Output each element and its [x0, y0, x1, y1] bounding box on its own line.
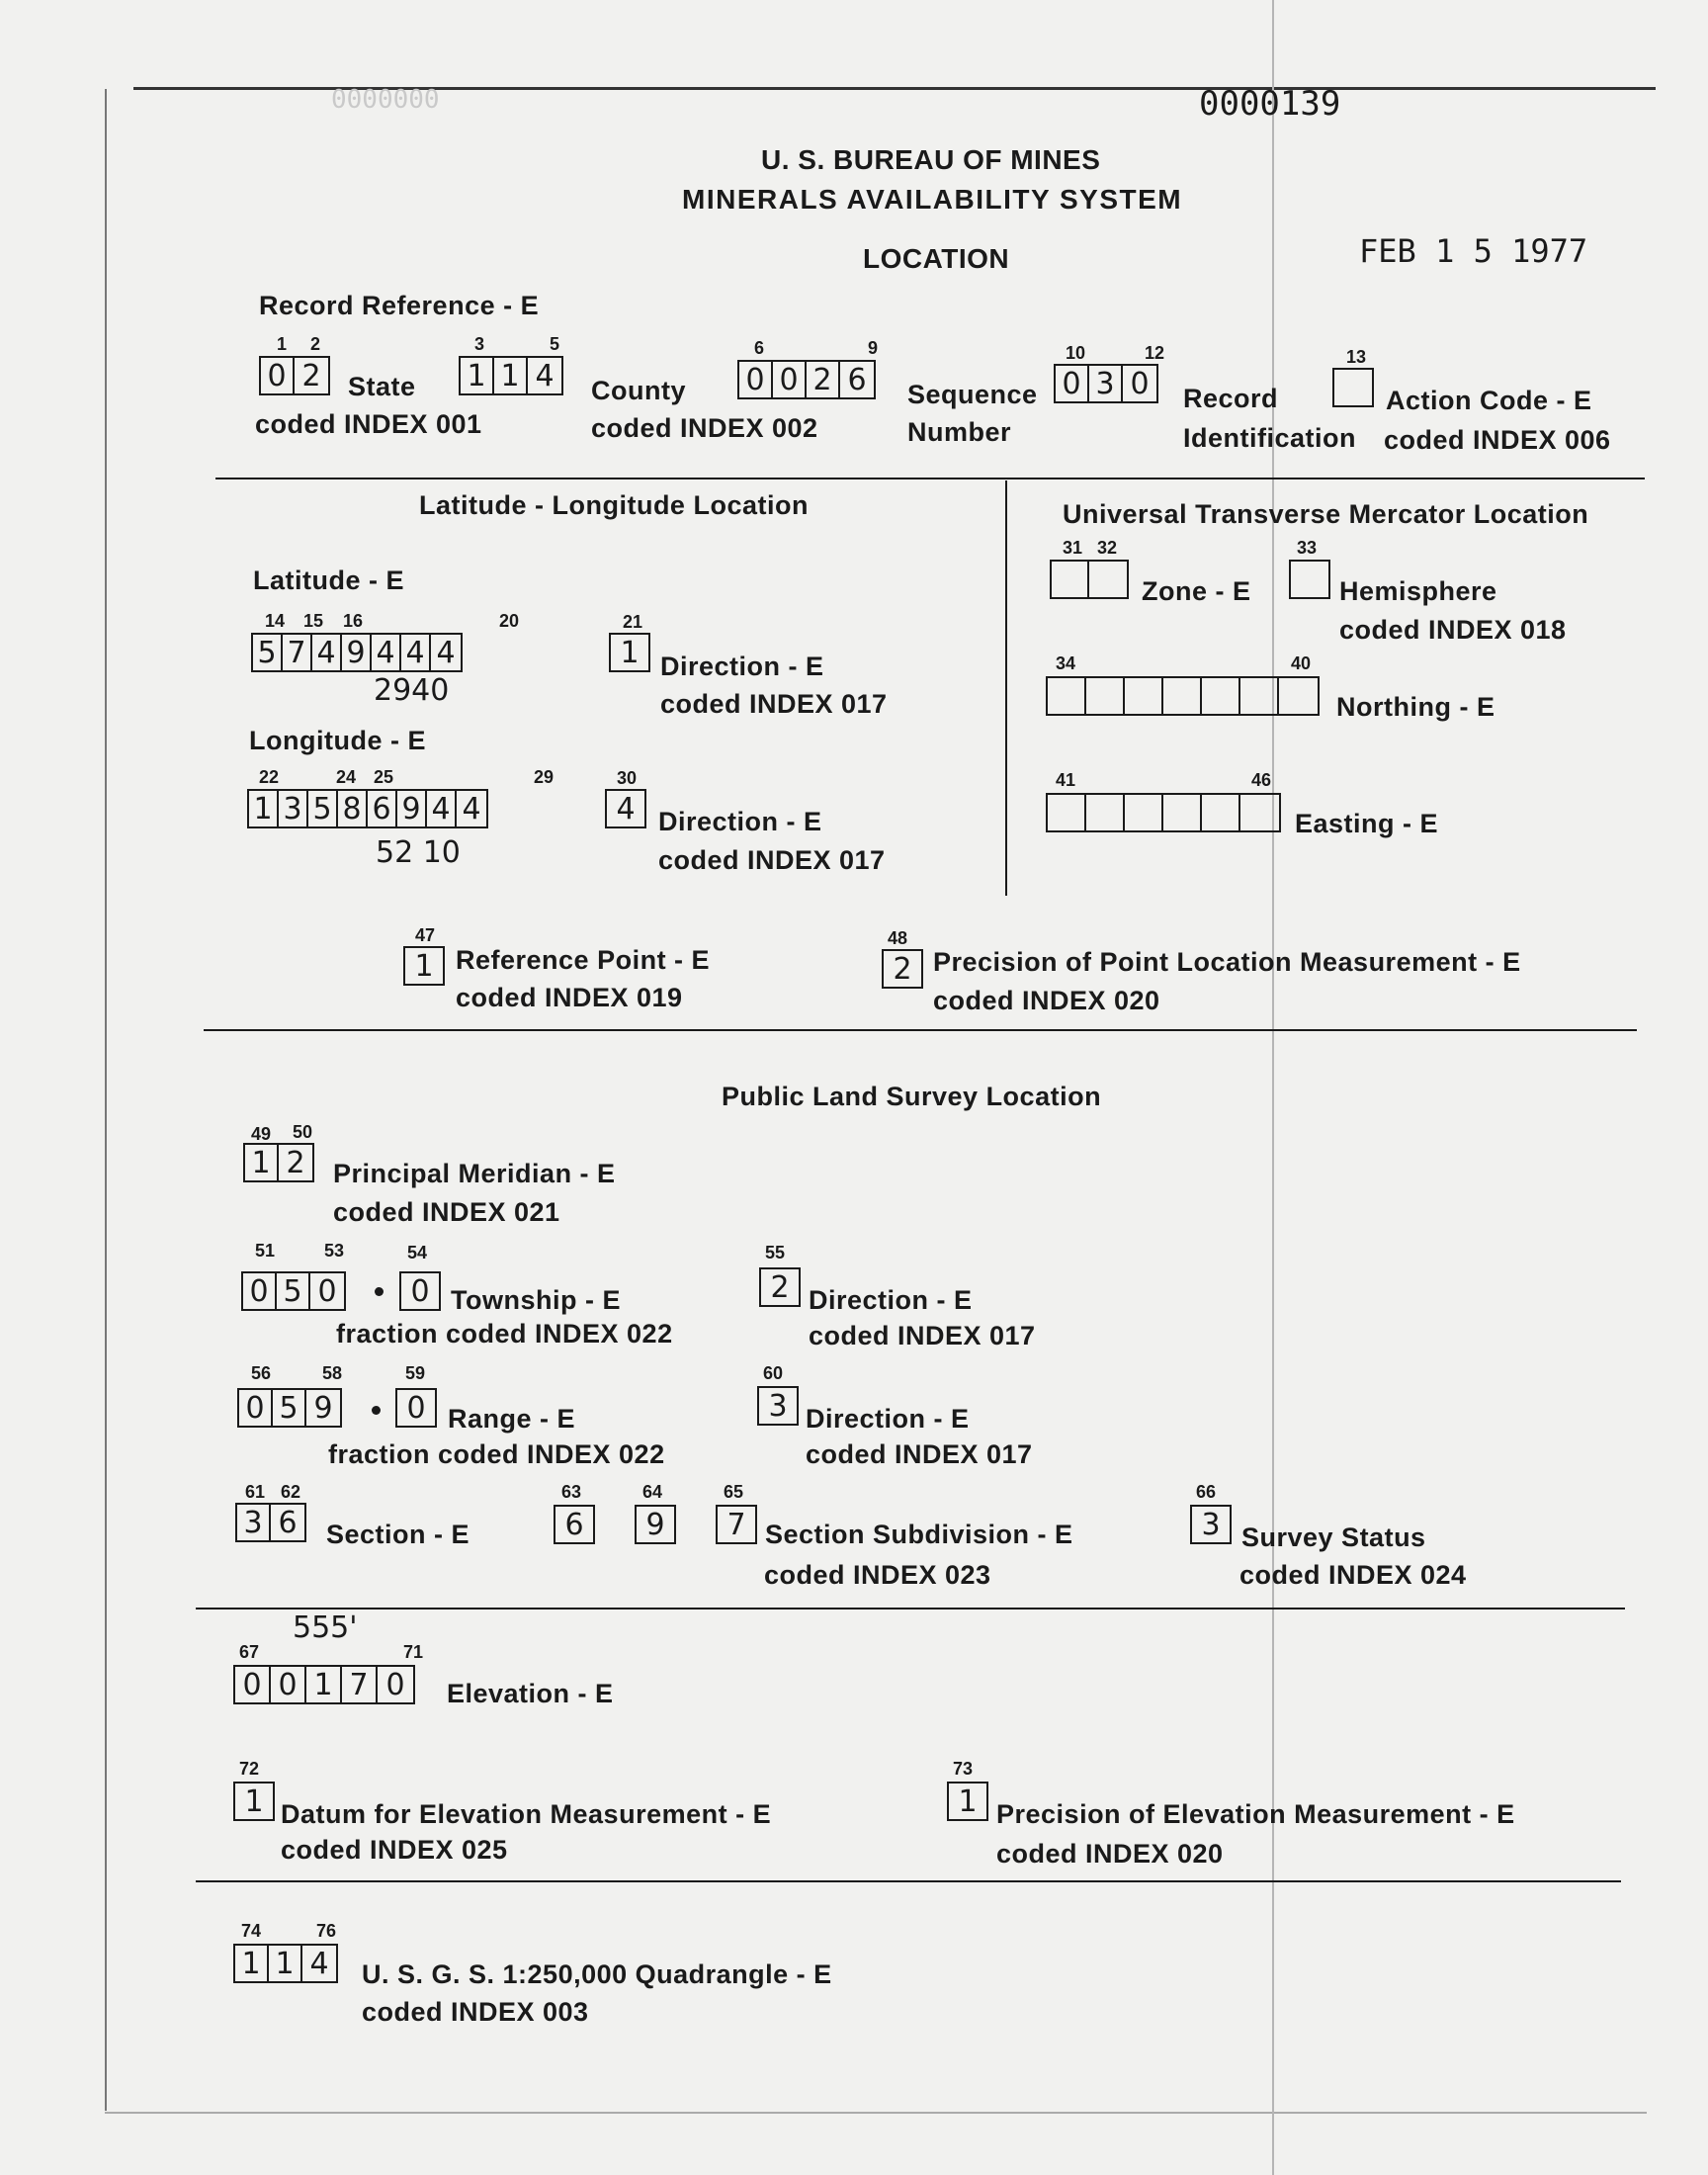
- county-digit[interactable]: 4: [535, 358, 555, 393]
- col-number: 32: [1097, 538, 1118, 558]
- meridian-digit[interactable]: 2: [286, 1145, 305, 1180]
- frame-left-rule: [105, 89, 107, 2111]
- township-direction-label: Direction - E: [809, 1285, 973, 1315]
- col-number: 62: [281, 1482, 301, 1502]
- state-label: State: [348, 372, 416, 401]
- col-number: 5: [550, 334, 560, 354]
- section-title: LOCATION: [863, 243, 1010, 274]
- range-digit[interactable]: 5: [273, 1390, 306, 1426]
- scan-fold-line: [1272, 0, 1274, 2175]
- township-fraction-box[interactable]: [399, 1271, 441, 1311]
- ghost-number: 0000000: [331, 85, 440, 115]
- col-number: 46: [1251, 770, 1272, 790]
- col-number: 72: [239, 1759, 260, 1779]
- precision-elev-label: Precision of Elevation Measurement - E: [996, 1799, 1515, 1829]
- col-number: 15: [303, 611, 324, 631]
- col-number: 76: [316, 1921, 337, 1941]
- sequence-digit[interactable]: 0: [739, 362, 773, 397]
- usgs-digit[interactable]: 1: [269, 1946, 302, 1981]
- col-number: 58: [322, 1363, 343, 1383]
- state-digit[interactable]: 0: [261, 358, 295, 393]
- col-number: 24: [336, 767, 357, 787]
- sequence-digit[interactable]: 6: [847, 362, 867, 397]
- state-index-label: coded INDEX 001: [255, 409, 482, 439]
- easting-digit[interactable]: [1048, 795, 1086, 830]
- township-direction-box[interactable]: [759, 1267, 801, 1307]
- section-label: Section - E: [326, 1520, 470, 1549]
- longitude-digit[interactable]: 3: [279, 791, 308, 826]
- action-code-box[interactable]: [1332, 368, 1374, 407]
- datum-box[interactable]: [233, 1782, 275, 1821]
- col-number: 59: [405, 1363, 426, 1383]
- col-number: 20: [499, 611, 520, 631]
- col-number: 64: [642, 1482, 663, 1502]
- col-number: 51: [255, 1241, 276, 1261]
- divider: [215, 478, 1645, 479]
- sequence-label: Sequence: [907, 380, 1038, 409]
- township-digit[interactable]: 0: [317, 1273, 337, 1309]
- northing-digit[interactable]: [1125, 678, 1163, 714]
- usgs-label: U. S. G. S. 1:250,000 Quadrangle - E: [362, 1959, 832, 1989]
- longitude-digit[interactable]: 9: [397, 791, 427, 826]
- latitude-direction-label: Direction - E: [660, 652, 824, 681]
- survey-status-label: Survey Status: [1241, 1522, 1426, 1552]
- col-number: 40: [1291, 653, 1312, 673]
- longitude-direction-digit[interactable]: 4: [616, 791, 636, 826]
- col-number: 29: [534, 767, 555, 787]
- col-number: 1: [277, 334, 288, 354]
- range-direction-digit[interactable]: 3: [768, 1388, 788, 1424]
- decimal-dot: [375, 1287, 384, 1296]
- survey-status-index: coded INDEX 024: [1239, 1560, 1467, 1590]
- easting-digit[interactable]: [1125, 795, 1163, 830]
- county-index-label: coded INDEX 002: [591, 413, 818, 443]
- range-fraction-digit[interactable]: 0: [406, 1390, 426, 1426]
- hemisphere-digit[interactable]: [1291, 562, 1328, 597]
- record-id-label-2: Identification: [1183, 423, 1356, 453]
- easting-digit[interactable]: [1240, 795, 1279, 830]
- frame-bottom-rule: [105, 2112, 1647, 2114]
- col-number: 31: [1063, 538, 1083, 558]
- col-number: 49: [251, 1124, 272, 1144]
- range-direction-label: Direction - E: [806, 1404, 970, 1434]
- col-number: 10: [1066, 343, 1086, 363]
- col-number: 48: [888, 928, 908, 948]
- col-number: 67: [239, 1642, 260, 1662]
- col-number: 74: [241, 1921, 262, 1941]
- latitude-digit[interactable]: 9: [342, 635, 372, 670]
- township-box[interactable]: [241, 1271, 346, 1311]
- reference-point-digit[interactable]: 1: [414, 948, 434, 984]
- precision-elev-digit[interactable]: 1: [958, 1784, 978, 1819]
- elevation-digit[interactable]: 0: [385, 1667, 405, 1702]
- col-number: 55: [765, 1243, 786, 1262]
- usgs-index: coded INDEX 003: [362, 1997, 589, 2027]
- col-number: 66: [1196, 1482, 1217, 1502]
- sequence-label-2: Number: [907, 417, 1012, 447]
- section-digit[interactable]: 6: [278, 1505, 298, 1540]
- township-direction-digit[interactable]: 2: [770, 1269, 790, 1305]
- col-number: 22: [259, 767, 280, 787]
- elevation-box[interactable]: [233, 1665, 415, 1704]
- datum-label: Datum for Elevation Measurement - E: [281, 1799, 772, 1829]
- easting-box[interactable]: [1046, 793, 1281, 832]
- latitude-direction-index: coded INDEX 017: [660, 689, 888, 719]
- meridian-label: Principal Meridian - E: [333, 1159, 616, 1188]
- subdivision-index: coded INDEX 023: [764, 1560, 991, 1590]
- latitude-direction-box[interactable]: [609, 633, 650, 672]
- subdivision-digit[interactable]: 6: [564, 1507, 584, 1542]
- county-digit[interactable]: 1: [461, 358, 494, 393]
- col-number: 9: [868, 338, 879, 358]
- elevation-digit[interactable]: 0: [271, 1667, 306, 1702]
- usgs-digit[interactable]: 1: [235, 1946, 269, 1981]
- subdivision-digit[interactable]: 7: [726, 1507, 746, 1542]
- col-number: 53: [324, 1241, 345, 1261]
- survey-status-digit[interactable]: 3: [1201, 1507, 1221, 1542]
- township-fraction-digit[interactable]: 0: [410, 1273, 430, 1309]
- col-number: 14: [265, 611, 286, 631]
- elevation-digit[interactable]: 7: [342, 1667, 378, 1702]
- col-number: 12: [1145, 343, 1165, 363]
- latitude-handwritten: 2940: [374, 673, 450, 708]
- precision-point-digit[interactable]: 2: [893, 951, 912, 987]
- col-number: 50: [293, 1122, 313, 1142]
- column-divider: [1005, 480, 1007, 896]
- range-label: Range - E: [448, 1404, 576, 1434]
- latitude-digit[interactable]: 4: [401, 635, 431, 670]
- lat-long-title: Latitude - Longitude Location: [419, 490, 809, 520]
- county-digit[interactable]: 1: [494, 358, 528, 393]
- pls-title: Public Land Survey Location: [722, 1082, 1102, 1111]
- sequence-digit[interactable]: 2: [807, 362, 840, 397]
- col-number: 56: [251, 1363, 272, 1383]
- precision-point-label: Precision of Point Location Measurement - E: [933, 947, 1521, 977]
- county-box[interactable]: [459, 356, 563, 395]
- col-number: 2: [310, 334, 321, 354]
- zone-box[interactable]: [1050, 560, 1129, 599]
- col-number: 25: [374, 767, 394, 787]
- township-digit[interactable]: 5: [277, 1273, 310, 1309]
- action-code-index-label: coded INDEX 006: [1384, 425, 1611, 455]
- longitude-digit[interactable]: 1: [249, 791, 279, 826]
- reference-point-box[interactable]: [403, 946, 445, 986]
- subdivision-box-3[interactable]: [716, 1505, 757, 1544]
- range-direction-box[interactable]: [757, 1386, 799, 1426]
- latitude-digit[interactable]: 4: [372, 635, 401, 670]
- latitude-digit[interactable]: 5: [253, 635, 283, 670]
- range-digit[interactable]: 9: [313, 1390, 333, 1426]
- northing-digit[interactable]: [1163, 678, 1202, 714]
- easting-digit[interactable]: [1086, 795, 1125, 830]
- reference-point-label: Reference Point - E: [456, 945, 711, 975]
- precision-elev-index: coded INDEX 020: [996, 1839, 1224, 1869]
- elevation-handwritten: 555': [293, 1610, 358, 1645]
- hemisphere-index: coded INDEX 018: [1339, 615, 1567, 645]
- state-box[interactable]: [259, 356, 330, 395]
- meridian-box[interactable]: [243, 1143, 314, 1182]
- longitude-direction-box[interactable]: [605, 789, 646, 828]
- northing-box[interactable]: [1046, 676, 1320, 716]
- precision-point-box[interactable]: [882, 949, 923, 989]
- col-number: 16: [343, 611, 364, 631]
- divider: [196, 1880, 1621, 1882]
- longitude-handwritten: 52 10: [376, 835, 461, 870]
- record-id-digit[interactable]: 3: [1089, 366, 1123, 401]
- col-number: 63: [561, 1482, 582, 1502]
- northing-digit[interactable]: [1279, 678, 1318, 714]
- latitude-box[interactable]: [251, 633, 463, 672]
- northing-digit[interactable]: [1086, 678, 1125, 714]
- range-index: fraction coded INDEX 022: [328, 1439, 665, 1469]
- subdivision-label: Section Subdivision - E: [765, 1520, 1073, 1549]
- divider: [196, 1608, 1625, 1610]
- subdivision-digit[interactable]: 9: [645, 1507, 665, 1542]
- reference-point-index: coded INDEX 019: [456, 983, 683, 1012]
- longitude-direction-index: coded INDEX 017: [658, 845, 886, 875]
- col-number: 41: [1056, 770, 1076, 790]
- county-label: County: [591, 376, 686, 405]
- latitude-digit[interactable]: 4: [312, 635, 342, 670]
- section-box[interactable]: [235, 1503, 306, 1542]
- col-number: 3: [474, 334, 485, 354]
- range-fraction-box[interactable]: [395, 1388, 437, 1428]
- meridian-digit[interactable]: 1: [245, 1145, 279, 1180]
- zone-label: Zone - E: [1142, 576, 1251, 606]
- record-id-label: Record: [1183, 384, 1279, 413]
- sequence-digit[interactable]: 0: [773, 362, 807, 397]
- meridian-index: coded INDEX 021: [333, 1197, 560, 1227]
- date-stamp: FEB 1 5 1977: [1359, 232, 1588, 270]
- longitude-digit[interactable]: 4: [462, 791, 481, 826]
- record-reference-title: Record Reference - E: [259, 291, 540, 320]
- latitude-digit[interactable]: 4: [436, 635, 456, 670]
- col-number: 34: [1056, 653, 1076, 673]
- record-id-digit[interactable]: 0: [1056, 366, 1089, 401]
- northing-digit[interactable]: [1240, 678, 1279, 714]
- longitude-digit[interactable]: 5: [308, 791, 338, 826]
- precision-point-index: coded INDEX 020: [933, 986, 1160, 1015]
- easting-label: Easting - E: [1295, 809, 1439, 838]
- col-number: 60: [763, 1363, 784, 1383]
- township-index: fraction coded INDEX 022: [336, 1319, 673, 1348]
- township-direction-index: coded INDEX 017: [809, 1321, 1036, 1350]
- col-number: 71: [403, 1642, 424, 1662]
- easting-digit[interactable]: [1202, 795, 1240, 830]
- datum-index: coded INDEX 025: [281, 1835, 508, 1865]
- record-id-digit[interactable]: 0: [1130, 366, 1150, 401]
- document-number: 0000139: [1199, 84, 1341, 124]
- action-code-label: Action Code - E: [1386, 386, 1592, 415]
- section-digit[interactable]: 3: [237, 1505, 271, 1540]
- longitude-digit[interactable]: 8: [338, 791, 368, 826]
- col-number: 47: [415, 925, 436, 945]
- latitude-digit[interactable]: 7: [283, 635, 312, 670]
- zone-digit[interactable]: [1052, 562, 1089, 597]
- township-digit[interactable]: 0: [243, 1273, 277, 1309]
- zone-digit[interactable]: [1089, 562, 1127, 597]
- longitude-digit[interactable]: 6: [368, 791, 397, 826]
- col-number: 65: [724, 1482, 744, 1502]
- sequence-box[interactable]: [737, 360, 876, 399]
- hemisphere-label: Hemisphere: [1339, 576, 1497, 606]
- col-number: 33: [1297, 538, 1318, 558]
- township-label: Township - E: [451, 1285, 621, 1315]
- usgs-box[interactable]: [233, 1944, 338, 1983]
- latitude-direction-digit[interactable]: 1: [620, 635, 640, 670]
- survey-status-box[interactable]: [1190, 1505, 1232, 1544]
- subdivision-box-2[interactable]: [635, 1505, 676, 1544]
- col-number: 21: [623, 612, 643, 632]
- record-id-box[interactable]: [1054, 364, 1158, 403]
- col-number: 54: [407, 1243, 428, 1262]
- longitude-label: Longitude - E: [249, 726, 426, 755]
- elevation-label: Elevation - E: [447, 1679, 614, 1708]
- datum-digit[interactable]: 1: [244, 1784, 264, 1819]
- precision-elev-box[interactable]: [947, 1782, 988, 1821]
- longitude-digit[interactable]: 4: [427, 791, 457, 826]
- agency-title: U. S. BUREAU OF MINES: [761, 144, 1101, 175]
- range-direction-index: coded INDEX 017: [806, 1439, 1033, 1469]
- divider: [204, 1029, 1637, 1031]
- elevation-digit[interactable]: 0: [235, 1667, 271, 1702]
- easting-digit[interactable]: [1163, 795, 1202, 830]
- col-number: 6: [754, 338, 765, 358]
- state-digit[interactable]: 2: [301, 358, 321, 393]
- subdivision-box-1[interactable]: [554, 1505, 595, 1544]
- northing-digit[interactable]: [1202, 678, 1240, 714]
- system-title: MINERALS AVAILABILITY SYSTEM: [682, 184, 1183, 215]
- latitude-label: Latitude - E: [253, 566, 404, 595]
- range-digit[interactable]: 0: [239, 1390, 273, 1426]
- northing-label: Northing - E: [1336, 692, 1495, 722]
- usgs-digit[interactable]: 4: [309, 1946, 329, 1981]
- action-code-digit[interactable]: [1334, 370, 1372, 405]
- decimal-dot: [372, 1406, 381, 1415]
- longitude-direction-label: Direction - E: [658, 807, 822, 836]
- col-number: 30: [617, 768, 638, 788]
- longitude-box[interactable]: [247, 789, 488, 828]
- col-number: 13: [1346, 347, 1367, 367]
- col-number: 73: [953, 1759, 974, 1779]
- northing-digit[interactable]: [1048, 678, 1086, 714]
- col-number: 61: [245, 1482, 266, 1502]
- utm-title: Universal Transverse Mercator Location: [1063, 499, 1589, 529]
- range-box[interactable]: [237, 1388, 342, 1428]
- elevation-digit[interactable]: 1: [306, 1667, 342, 1702]
- hemisphere-box[interactable]: [1289, 560, 1330, 599]
